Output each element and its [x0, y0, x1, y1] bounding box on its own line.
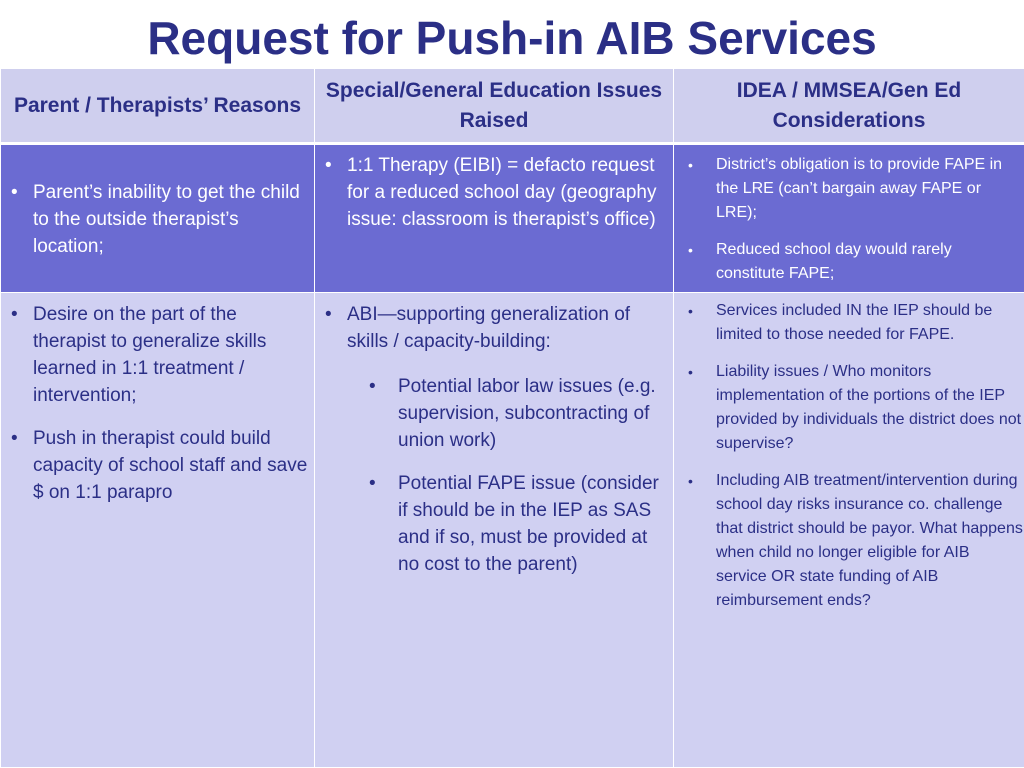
list-item: [1, 301, 314, 409]
bullet-icon: •: [11, 182, 18, 203]
cell-issues: [315, 293, 674, 768]
bullet-text: Potential labor law issues (e.g. supervision, subcontracting of union work): [398, 376, 656, 451]
bullet-icon: •: [688, 473, 693, 489]
cell-reasons: [1, 293, 315, 768]
bullet-icon: •: [11, 428, 18, 449]
bullet-text: Push in therapist could build capacity of school staff and save $ on 1:1 parapro: [33, 428, 308, 503]
cell-considerations: [674, 144, 1024, 293]
list-item: [1, 425, 314, 506]
list-item: [674, 299, 1024, 347]
list-item: [315, 152, 673, 233]
bullet-text: Including AIB treatment/intervention during school day risks insurance co. challenge that district should be payor. What happens when child no longer eligible for AIB service OR state funding of AIB reimbursement ends?: [716, 472, 1023, 609]
bullet-text: Potential FAPE issue (consider if should be in the IEP as SAS and if so, must be provided at no cost to the parent): [398, 473, 659, 575]
list-item: [674, 469, 1024, 613]
sub-list: [347, 373, 673, 578]
header-parent-therapists-reasons: Parent / Therapists’ Reasons: [1, 69, 315, 144]
cell-considerations: [674, 293, 1024, 768]
cell-reasons: [1, 144, 315, 293]
header-row: [1, 69, 1024, 144]
bullet-icon: •: [369, 376, 376, 397]
bullet-text: Services included IN the IEP should be limited to those needed for FAPE.: [716, 302, 993, 343]
bullet-text: Desire on the part of the therapist to generalize skills learned in 1:1 treatment / intervention;: [33, 304, 267, 406]
bullet-icon: •: [688, 157, 693, 173]
list-item: [315, 301, 673, 578]
list-item: [674, 360, 1024, 456]
bullet-icon: •: [325, 304, 332, 325]
bullet-text: District’s obligation is to provide FAPE in the LRE (can’t bargain away FAPE or LRE);: [716, 156, 1003, 221]
list-item: [674, 153, 1024, 225]
list-item: [1, 179, 314, 260]
slide-title: Request for Push-in AIB Services: [147, 12, 877, 64]
header-education-issues: Special/General Education Issues Raised: [315, 69, 674, 144]
bullet-icon: •: [369, 473, 376, 494]
bullet-icon: •: [688, 364, 693, 380]
sub-list-item: [347, 373, 673, 454]
table-row: [1, 144, 1024, 293]
bullet-text: Parent’s inability to get the child to the outside therapist’s location;: [33, 182, 300, 257]
bullet-text: 1:1 Therapy (EIBI) = defacto request for a reduced school day (geography issue: classroom is therapist’s office): [347, 155, 657, 230]
considerations-table: [0, 68, 1024, 768]
table-row: [1, 293, 1024, 768]
cell-issues: [315, 144, 674, 293]
sub-list-item: [347, 470, 673, 578]
bullet-text: Liability issues / Who monitors implementation of the portions of the IEP provided by individuals the district does not supervise?: [716, 363, 1022, 452]
header-idea-considerations: IDEA / MMSEA/Gen Ed Considerations: [674, 69, 1024, 144]
list-item: [674, 238, 1024, 286]
bullet-icon: •: [325, 155, 332, 176]
bullet-icon: •: [11, 304, 18, 325]
bullet-text: Reduced school day would rarely constitute FAPE;: [716, 241, 952, 282]
bullet-icon: •: [688, 242, 693, 258]
bullet-icon: •: [688, 303, 693, 319]
bullet-text: ABI—supporting generalization of skills / capacity-building:: [347, 304, 631, 352]
